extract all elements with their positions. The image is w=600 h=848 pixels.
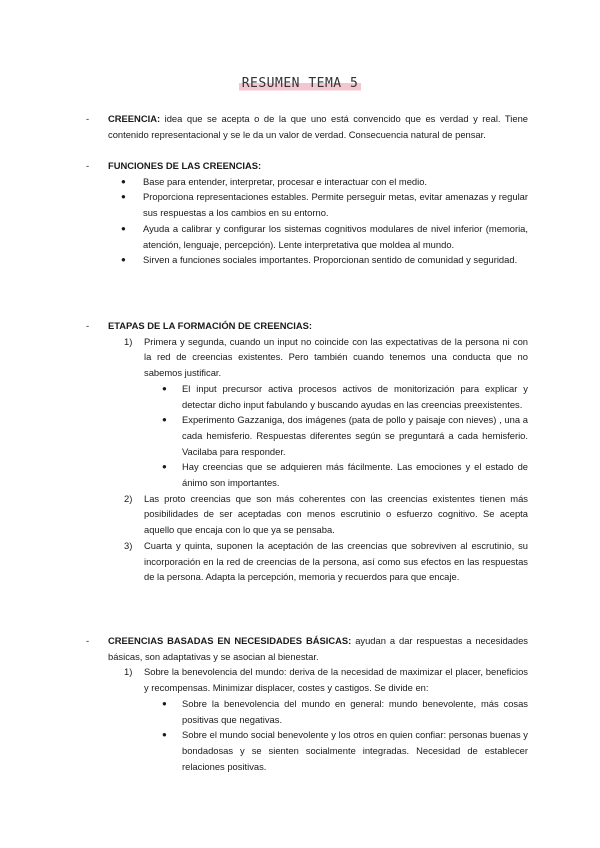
section-dash: - xyxy=(86,113,90,124)
page-title xyxy=(0,76,600,92)
bullet-list xyxy=(121,174,528,268)
bullet-icon: ● xyxy=(162,698,167,708)
numbered-item xyxy=(124,491,528,538)
list-item xyxy=(162,459,528,490)
section-body xyxy=(108,633,528,774)
list-item xyxy=(162,727,528,774)
section-dash: - xyxy=(86,160,90,171)
list-item-text: Hay creencias que se adquieren más fácilmente. Las emociones y el estado de ánimo son importantes. xyxy=(182,461,528,489)
bullet-icon: ● xyxy=(121,223,126,233)
list-item xyxy=(162,696,528,727)
list-item-text: Proporciona representaciones estables. Permite perseguir metas, evitar amenazas y regular sus respuestas a los cambios en su entorno. xyxy=(143,191,528,219)
list-item-text: Sobre la benevolencia del mundo en general: mundo benevolente, más cosas positivas que negativas. xyxy=(182,697,528,725)
list-item-text: Base para entender, interpretar, procesar e interactuar con el medio. xyxy=(143,175,428,187)
bullet-icon: ● xyxy=(162,383,167,393)
section-body xyxy=(108,111,528,142)
section-dash: - xyxy=(86,320,90,331)
list-item xyxy=(121,221,528,252)
bullet-list xyxy=(162,696,528,775)
section-text: idea que se acepta o de la que uno está convencido que es verdad y real. Tiene contenido representacional y se le da un valor de verdad. Consecuencia natural de pensar. xyxy=(108,113,528,140)
section-funciones xyxy=(88,158,528,268)
section-heading: FUNCIONES DE LAS CREENCIAS: xyxy=(108,160,262,171)
numbered-list xyxy=(124,664,528,774)
section-etapas xyxy=(88,318,528,585)
item-text: Primera y segunda, cuando un input no coincide con las expectativas de la persona ni con la red de creencias existentes. Pero también cuando tenemos una conducta que no sabemos justificar. xyxy=(144,335,528,379)
numbered-list xyxy=(124,334,528,585)
list-item xyxy=(162,412,528,459)
list-item-text: Sirven a funciones sociales importantes. Proporcionan sentido de comunidad y seguridad. xyxy=(143,254,518,266)
section-heading: CREENCIAS BASADAS EN NECESIDADES BÁSICAS: xyxy=(108,635,352,646)
title-highlight: RESUMEN TEMA 5 xyxy=(239,76,362,92)
list-item-text: Experimento Gazzaniga, dos imágenes (pata de pollo y paisaje con nieves) , una a cada hemisferio. Respuestas diferentes según se preguntará a cada hemisferio. Vacilaba para responder. xyxy=(182,414,528,457)
bullet-icon: ● xyxy=(121,192,126,202)
section-necesidades xyxy=(88,633,528,774)
section-heading: ETAPAS DE LA FORMACIÓN DE CREENCIAS: xyxy=(108,320,312,331)
section-creencia xyxy=(88,111,528,142)
item-number: 1) xyxy=(124,666,133,678)
section-heading: CREENCIA: xyxy=(108,113,161,124)
item-text: Las proto creencias que son más coherentes con las creencias existentes tienen más posibilidades de ser aceptadas con menos escrutinio o esfuerzo cognitivo. Se acepta aquello que encaja con lo que ya se pensaba. xyxy=(144,492,528,536)
item-text: Sobre la benevolencia del mundo: deriva de la necesidad de maximizar el placer, beneficios y recompensas. Minimizar displacer, costes y castigos. Se divide en: xyxy=(144,666,528,694)
section-dash: - xyxy=(86,635,90,646)
numbered-item xyxy=(124,664,528,774)
bullet-list xyxy=(162,381,528,491)
list-item xyxy=(121,252,528,268)
section-body xyxy=(108,318,528,585)
bullet-icon: ● xyxy=(162,415,167,425)
section-body xyxy=(108,158,528,268)
list-item-text: El input precursor activa procesos activos de monitorización para explicar y detectar dicho input fabulando y buscando ayudas en las creencias preexistentes. xyxy=(182,382,528,410)
numbered-item xyxy=(124,334,528,491)
item-number: 1) xyxy=(124,335,133,347)
numbered-item xyxy=(124,538,528,585)
list-item xyxy=(162,381,528,412)
item-number: 3) xyxy=(124,539,133,551)
list-item-text: Ayuda a calibrar y configurar los sistemas cognitivos modulares de nivel inferior (memoria, atención, lenguaje, percepción). Lente interpretativa que moldea al mundo. xyxy=(143,222,528,250)
bullet-icon: ● xyxy=(162,462,167,472)
list-item xyxy=(121,174,528,190)
item-text: Cuarta y quinta, suponen la aceptación de las creencias que sobreviven al escrutinio, su incorporación en la red de creencias de la persona, así como sus efectos en las respuestas de la persona. Adapta la percepción, memoria y recuerdos para que encaje. xyxy=(144,539,528,583)
bullet-icon: ● xyxy=(121,176,126,186)
list-item xyxy=(121,189,528,220)
list-item-text: Sobre el mundo social benevolente y los otros en quien confiar: personas buenas y bondadosas y se sienten socialmente integradas. Necesidad de establecer relaciones positivas. xyxy=(182,729,528,772)
bullet-icon: ● xyxy=(162,730,167,740)
bullet-icon: ● xyxy=(121,255,126,265)
section-intro xyxy=(108,633,528,664)
item-number: 2) xyxy=(124,492,133,504)
section-text: ayudan a dar respuestas a necesidades básicas, son adaptativas y se asocian al bienestar. xyxy=(108,635,528,662)
